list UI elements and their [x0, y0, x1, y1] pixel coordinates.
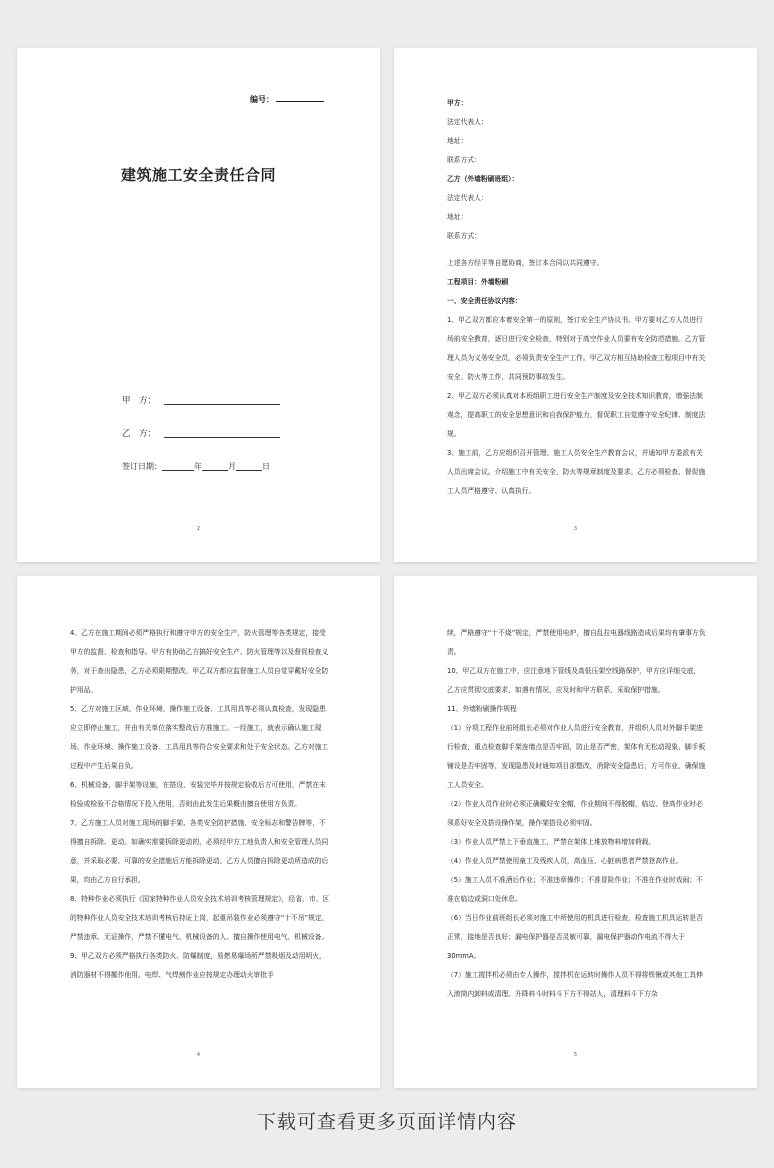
clause-paragraph: 2、甲乙双方必须认真对本班组职工进行安全生产制度及安全技术知识教育，增强法制观念，提高职工的安全思想意识和自我保护能力，督促职工自觉遵守安全纪律、制度法规。 [447, 392, 706, 438]
clause-paragraph: 6、机械设备、脚手架等设施，在搭设、安装完毕并按规定验收后方可使用，严禁在未检验或检验不合格情况下投入使用，否则由此发生后果概由擅自使用方负责。 [70, 781, 326, 808]
page-4-body [70, 624, 330, 985]
party-a-blank [164, 404, 280, 405]
party-a-label: 甲 方： [122, 396, 157, 406]
clause-paragraph: （2）作业人员作业时必须正确戴好安全帽，作业期间不得脱帽，临边、登高作业时必须系好安全及搭设操作架，操作架搭设必须牢固。 [447, 800, 703, 827]
party-b-label: 乙 方： [122, 429, 157, 439]
party-b-blank [164, 437, 280, 438]
page-number: 2 [196, 526, 201, 532]
party-b-representative: 法定代表人： [447, 194, 488, 202]
year-blank [162, 470, 194, 471]
clause-paragraph: 8、特种作业必须执行《国家特种作业人员安全技术培训考核管理规定》，经省、市、区的特种作业人员安全技术培训考核后持证上岗，起重吊装作业必须遵守“十不吊”规定，严禁违章、无证操作，严禁不懂电气、机械设备的人、擅自操作使用电气、机械设备。 [70, 895, 330, 941]
clause-paragraph: 10、甲乙双方在施工中，应注意地下管线及高低压架空线路保护，甲方应详细交底，乙方应贯彻交底要求，如遇有情况，应及时和甲方联系，采取保护措施。 [447, 667, 701, 694]
clause-paragraph: 4、乙方在施工期间必须严格执行和遵守甲方的安全生产，防火管理等各类规定，接受甲方的监督、检查和指导。甲方有协助乙方搞好安全生产、防火管理等以及督促检查义务，对于查出隐患，乙方必须限期整改。甲乙双方都应监督施工人员自觉穿戴好安全防护用品。 [70, 629, 329, 694]
page-4 [17, 576, 380, 1088]
party-a-row [122, 394, 280, 406]
project-line: 工程项目：外墙粉刷 [447, 278, 509, 286]
intro-paragraph: 上述各方经平等自愿协商，签订本合同以共同遵守。 [447, 259, 604, 267]
number-blank [276, 101, 324, 102]
section-heading: 一、安全责任协议内容： [447, 297, 522, 305]
number-label: 编号： [250, 95, 274, 104]
year-label: 年 [194, 462, 202, 471]
day-label: 日 [262, 462, 270, 471]
day-blank [236, 470, 262, 471]
page-3 [394, 48, 757, 562]
clause-paragraph: 1、甲乙双方都应本着安全第一的原则，签订安全生产协议书。甲方要对乙方人员进行场前安全教育，逐日进行安全检查，特别对于高空作业人员要有安全防范措施。乙方管理人员为义务安全员，必须负责安全生产工作。甲乙双方相互协助检查工程项目中有关安全、防火等工作，共同预防事故发生。 [447, 316, 706, 381]
page-5-body [447, 624, 707, 1004]
party-b-row [122, 427, 280, 439]
clause-paragraph: 7、乙方施工人员对施工现场的脚手架、各类安全防护措施、安全标志和警告牌等，不得擅自拆除、更动。如确实需要拆除更动的，必须经甲方工地负责人和安全管理人员同意，并采取必要、可靠的安全措施后方能拆除更动。乙方人员擅自拆除更动所造成的后果，均由乙方自行承担。 [70, 819, 329, 884]
sign-date-label: 签订日期： [122, 462, 162, 471]
clause-heading: 11、外墙粉刷操作规程 [447, 705, 517, 713]
page-3-body [447, 94, 707, 501]
clause-paragraph: 续，严格遵守“十不烧”规定，严禁使用电炉，擅自乱拉电器线路造成后果均有肇事方负责。 [447, 629, 706, 656]
clause-paragraph: （1）分项工程作业前班组长必须对作业人员进行安全教育，并组织人员对外脚手架进行检查，重点检查脚手架连墙点是否牢固，防止是否严密，架体有无松动现象，脚手板铺设是否牢固等，发现隐患及时通知项目部整改，消除安全隐患后，方可作业，确保施工人员安全。 [447, 724, 706, 789]
party-b-address: 地址： [447, 213, 468, 221]
page-number: 4 [196, 1052, 201, 1058]
party-a-address: 地址： [447, 137, 468, 145]
download-more-caption: 下载可查看更多页面详情内容 [256, 1111, 517, 1133]
clause-paragraph: （5）施工人员不准酒后作业；不准违章操作；不准冒险作业；不准在作业时戏闹；不准在临边或洞口处休息。 [447, 876, 703, 903]
month-label: 月 [228, 462, 236, 471]
party-a-contact: 联系方式： [447, 156, 481, 164]
party-a-heading: 甲方： [447, 99, 468, 107]
clause-paragraph: （4）作业人员严禁使用童工及残疾人员，高血压、心脏病患者严禁登高作业。 [447, 857, 683, 865]
month-blank [202, 470, 228, 471]
party-b-heading: 乙方（外墙粉刷班组）： [447, 175, 519, 183]
sign-date-row [122, 461, 270, 472]
clause-paragraph: （7）施工搅拌机必须由专人操作，搅拌机在运转时操作人员不得将铁锹或其他工具伸入滚筒内卸料或清理。升降料斗时料斗下方不得站人，清理料斗下方杂 [447, 971, 703, 998]
party-a-representative: 法定代表人： [447, 118, 488, 126]
clause-paragraph: （6）当日作业前班组长必须对施工中所使用的机具进行检查，检查施工机具运转是否正常，接地是否良好；漏电保护器是否灵敏可靠，漏电保护器动作电流不得大于30mmA。 [447, 914, 703, 960]
clause-paragraph: （3）作业人员严禁上下垂直施工，严禁在架体上堆放物料增加荷载。 [447, 838, 656, 846]
party-b-contact: 联系方式： [447, 232, 481, 240]
page-cover [17, 48, 380, 562]
contract-number [250, 94, 324, 105]
clause-paragraph: 3、施工前，乙方应组织召开管理、施工人员安全生产教育会议，并通知甲方委派有关人员出席会议。介绍施工中有关安全、防火等规章制度及要求。乙方必须检查、督促施工人员严格遵守、认真执行。 [447, 449, 706, 495]
document-title: 建筑施工安全责任合同 [121, 166, 277, 184]
page-5 [394, 576, 757, 1088]
page-number: 5 [573, 1052, 578, 1058]
clause-paragraph: 5、乙方对施工区域、作业环境、操作施工设备、工具用具等必须认真检查，发现隐患应立即停止施工，并由有关单位落实整改后方准施工。一经施工，就表示确认施工现场、作业环境、操作施工设备、工具用具等符合安全要求和处于安全状态。乙方对施工过程中产生后果自负。 [70, 705, 329, 770]
clause-paragraph: 9、甲乙双方必须严格执行各类防火、防爆制度，易燃易爆场所严禁吸烟及动用明火，消防器材不得挪作他用。电焊、气焊割作业应按规定办理动火审批手 [70, 952, 326, 979]
page-number: 3 [573, 526, 578, 532]
